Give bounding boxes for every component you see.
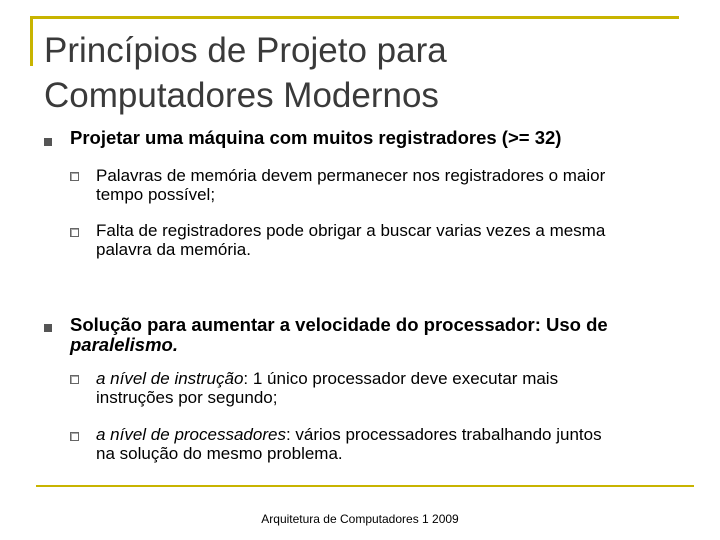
- subitem-line-2: na solução do mesmo problema.: [96, 444, 343, 463]
- bottom-rule: [36, 485, 694, 487]
- subitem-line-1: Palavras de memória devem permanecer nos registradores o maior: [96, 166, 606, 185]
- bullet-1-text: Projetar uma máquina com muitos registradores (>= 32): [70, 127, 562, 148]
- title-line-1: Princípios de Projeto para: [44, 31, 447, 70]
- subitem-rest: : 1 único processador deve executar mais: [243, 369, 559, 388]
- subitem-line-1: [96, 425, 701, 444]
- bullet-marker: [44, 138, 52, 146]
- subitem-emphasis: a nível de processadores: [96, 425, 286, 444]
- bullet-2-subitem-2: [96, 425, 701, 463]
- bullet-2-text: [70, 315, 710, 355]
- bullet-marker: [44, 324, 52, 332]
- sub-bullet-marker: [70, 172, 79, 181]
- subitem-rest: : vários processadores trabalhando juntos: [285, 425, 602, 444]
- subitem-line-2: palavra da memória.: [96, 240, 251, 259]
- subitem-line-1: [96, 369, 701, 388]
- title-line-2: Computadores Modernos: [44, 76, 439, 115]
- subitem-emphasis: a nível de instrução: [96, 369, 244, 388]
- sub-bullet-marker: [70, 228, 79, 237]
- bullet-2-line-2: paralelismo.: [70, 334, 178, 355]
- slide-title: [44, 28, 684, 118]
- bullet-2-subitem-1: [96, 369, 701, 407]
- slide-footer: Arquitetura de Computadores 1 2009: [261, 512, 459, 526]
- sub-bullet-marker: [70, 432, 79, 441]
- bullet-2-line-1: Solução para aumentar a velocidade do processador: Uso de: [70, 314, 608, 335]
- left-rule: [30, 16, 33, 66]
- subitem-line-1: Falta de registradores pode obrigar a buscar varias vezes a mesma: [96, 221, 606, 240]
- subitem-line-2: tempo possível;: [96, 185, 216, 204]
- bullet-1-subitem-1: [96, 166, 701, 204]
- sub-bullet-marker: [70, 375, 79, 384]
- subitem-line-2: instruções por segundo;: [96, 388, 278, 407]
- bullet-1-subitem-2: [96, 221, 701, 259]
- top-rule: [32, 16, 679, 19]
